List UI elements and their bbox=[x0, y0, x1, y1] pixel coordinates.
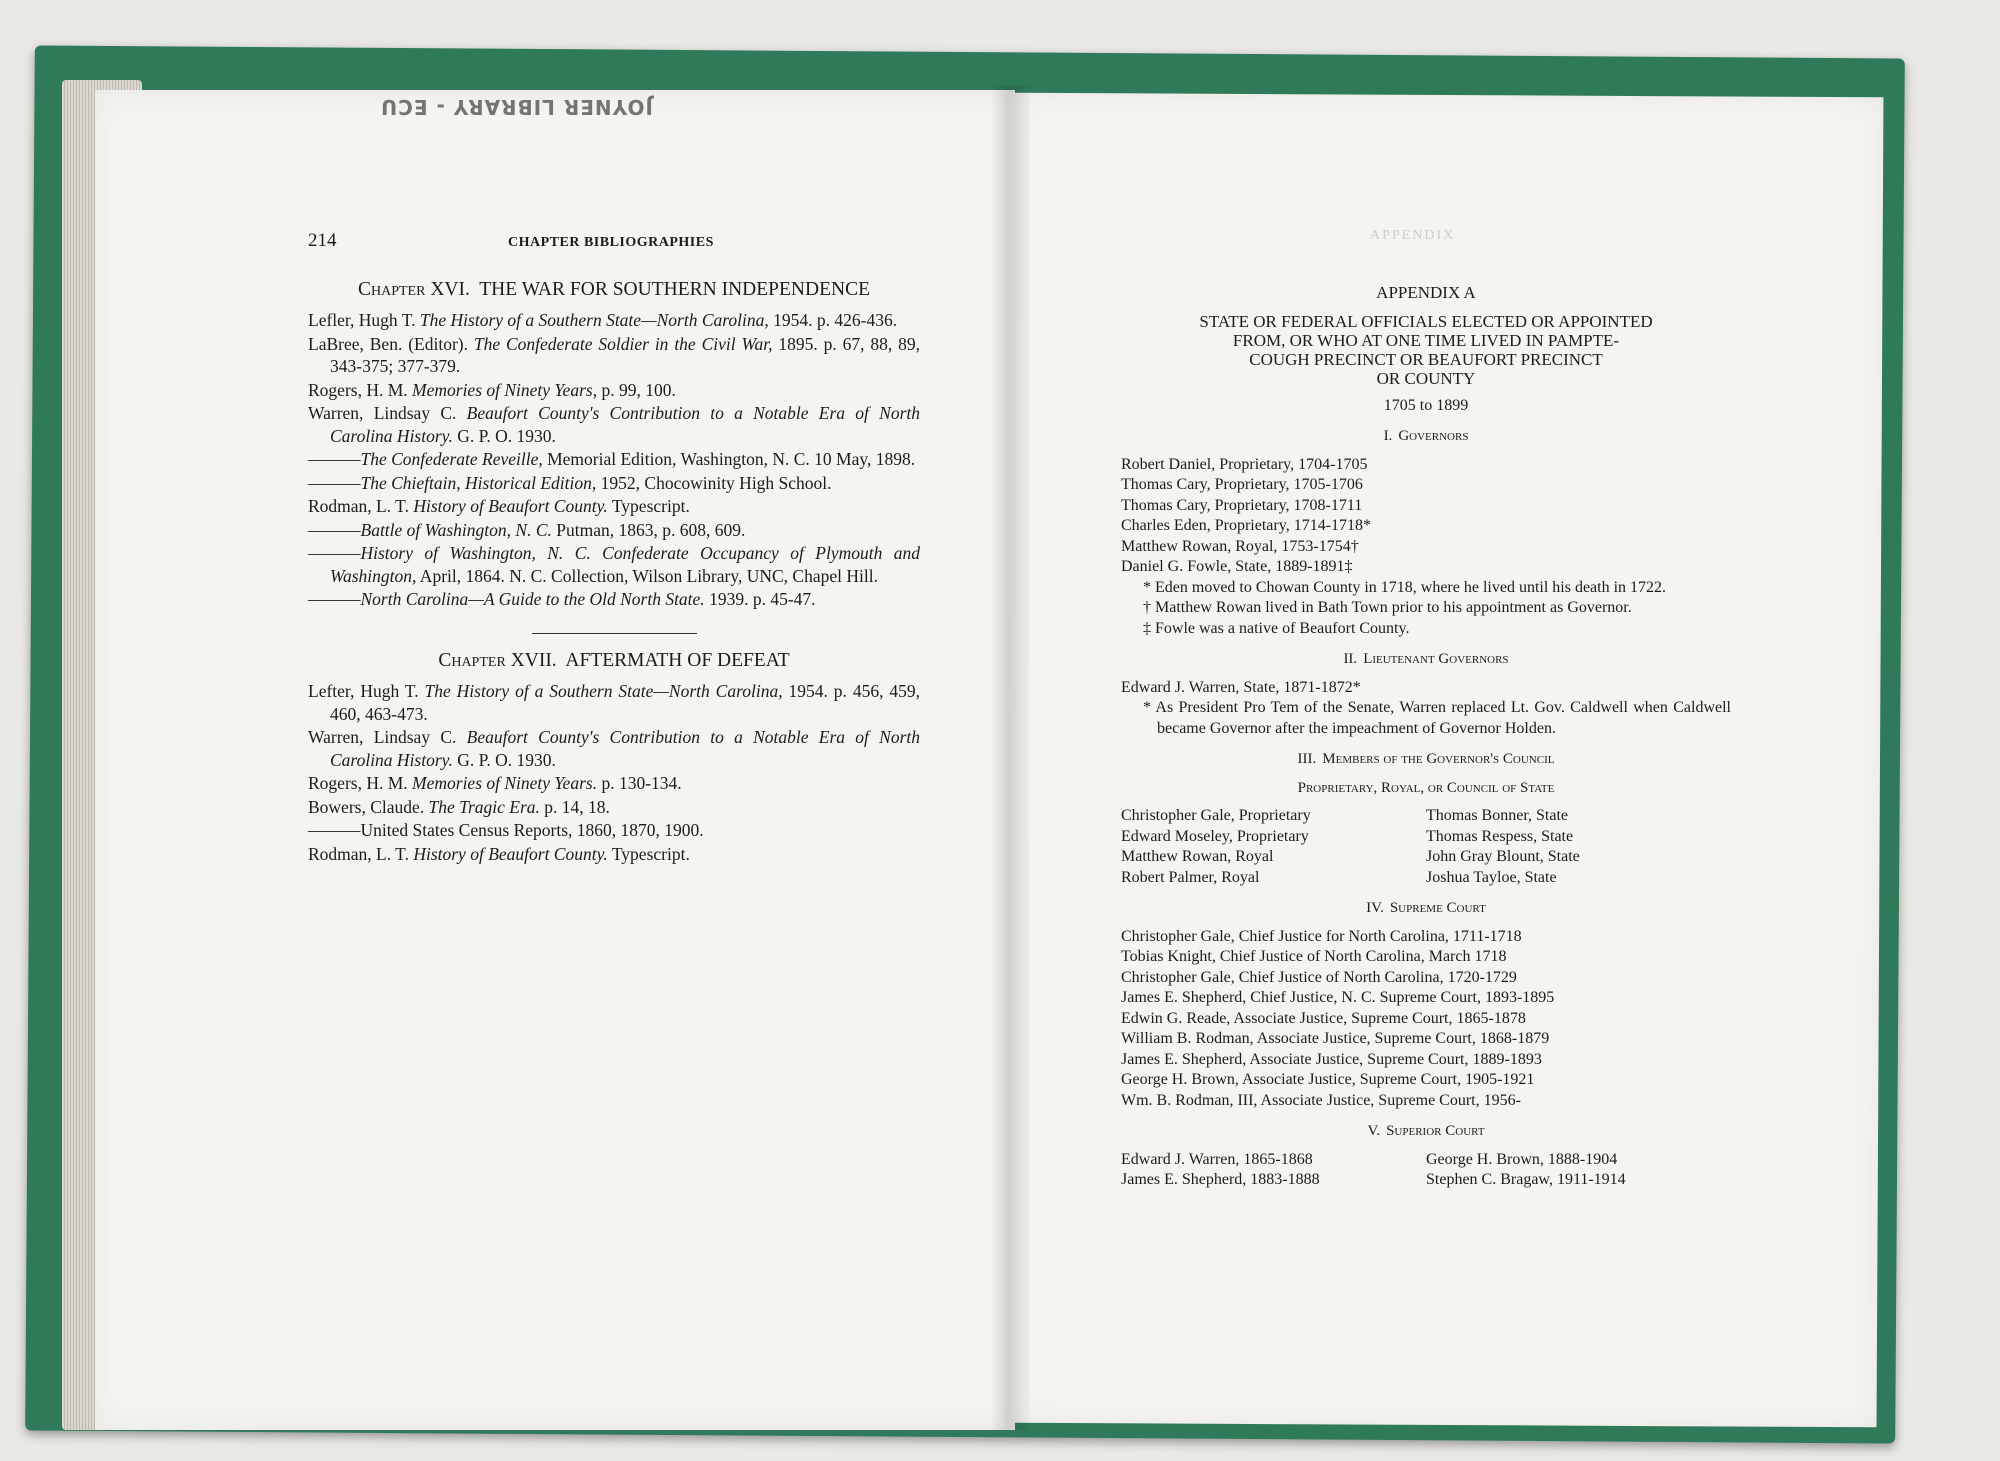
entry-title: The Tragic Era. bbox=[428, 796, 540, 817]
official-entry: Thomas Cary, Proprietary, 1705-1706 bbox=[1121, 476, 1363, 493]
entry-author: Warren, Lindsay C. bbox=[308, 403, 467, 423]
entry-author: ——— bbox=[308, 589, 361, 609]
footnote: † Matthew Rowan lived in Bath Town prior to his appointment as Governor. bbox=[1143, 599, 1632, 616]
lt-governors-list bbox=[1121, 678, 1731, 699]
entry-title: The History of a Southern State—North Carolina, bbox=[419, 310, 769, 330]
chapter-16-heading: Chapter XVI. THE WAR FOR SOUTHERN INDEPENDENCE bbox=[357, 278, 870, 300]
entry-details: G. P. O. 1930. bbox=[452, 425, 556, 446]
bibliography-entry bbox=[308, 588, 920, 611]
official-entry: Christopher Gale, Chief Justice of North Carolina, 1720-1729 bbox=[1121, 968, 1517, 986]
entry-title: Beaufort County's Contribution to a Notable Era of North Carolina History. bbox=[330, 403, 921, 446]
entry-details: Memorial Edition, Washington, N. C. 10 May, 1898. bbox=[542, 449, 916, 469]
official-entry: Robert Daniel, Proprietary, 1704-1705 bbox=[1121, 455, 1368, 473]
governors-notes bbox=[1121, 578, 1731, 640]
appendix-label: APPENDIX A bbox=[1376, 283, 1476, 302]
section-council-heading: III. Members of the Governor's Council bbox=[1297, 751, 1555, 767]
official-entry: John Gray Blount, State bbox=[1426, 848, 1580, 865]
appendix-years: 1705 to 1899 bbox=[1383, 396, 1469, 414]
chapter-17-entries bbox=[308, 680, 920, 865]
official-entry: Thomas Bonner, State bbox=[1426, 807, 1568, 824]
entry-author: Rodman, L. T. bbox=[308, 843, 414, 864]
official-entry: Edwin G. Reade, Associate Justice, Supreme Court, 1865-1878 bbox=[1121, 1009, 1526, 1027]
running-head bbox=[308, 230, 920, 255]
footnote: * Eden moved to Chowan County in 1718, where he lived until his death in 1722. bbox=[1143, 578, 1667, 596]
entry-author: Lefler, Hugh T. bbox=[308, 310, 420, 330]
section-governors-heading: I. Governors bbox=[1383, 428, 1469, 444]
official-entry: Thomas Cary, Proprietary, 1708-1711 bbox=[1121, 496, 1363, 514]
official-entry: Wm. B. Rodman, III, Associate Justice, Supreme Court, 1956- bbox=[1121, 1091, 1521, 1109]
entry-title: The Confederate Reveille, bbox=[360, 449, 543, 469]
official-entry: Edward J. Warren, State, 1871-1872* bbox=[1121, 678, 1361, 696]
bibliography-entry bbox=[308, 819, 920, 842]
official-entry: Daniel G. Fowle, State, 1889-1891‡ bbox=[1121, 558, 1353, 575]
entry-details: 1954. p. 456, 459, 460, 463-473. bbox=[330, 681, 921, 724]
entry-author: Warren, Lindsay C. bbox=[308, 727, 467, 747]
section-lt-governors-heading: II. Lieutenant Governors bbox=[1343, 651, 1509, 667]
official-entry: William B. Rodman, Associate Justice, Supreme Court, 1868-1879 bbox=[1121, 1030, 1550, 1047]
entry-title: The History of a Southern State—North Carolina, bbox=[424, 681, 783, 701]
chapter-16-entries bbox=[308, 309, 920, 611]
entry-title: Memories of Ninety Years. bbox=[412, 773, 598, 793]
bibliography-entry bbox=[308, 843, 920, 866]
bibliography-entry bbox=[308, 796, 920, 819]
entry-details: p. 14, 18. bbox=[539, 796, 610, 817]
entry-author: Bowers, Claude. bbox=[308, 796, 429, 817]
section-divider bbox=[532, 633, 697, 634]
right-page-text bbox=[1121, 283, 1731, 1191]
title-line: FROM, OR WHO AT ONE TIME LIVED IN PAMPTE- bbox=[1232, 330, 1620, 350]
entry-title: North Carolina—A Guide to the Old North State. bbox=[360, 589, 705, 609]
entry-title: History of Beaufort County. bbox=[413, 843, 608, 864]
official-entry: Thomas Respess, State bbox=[1426, 827, 1574, 845]
running-title: CHAPTER BIBLIOGRAPHIES bbox=[508, 235, 714, 250]
chapter-17-heading: Chapter XVII. AFTERMATH OF DEFEAT bbox=[438, 649, 790, 671]
official-entry: Edward Moseley, Proprietary bbox=[1121, 827, 1309, 845]
entry-title: History of Beaufort County. bbox=[413, 496, 608, 516]
entry-details: Putman, 1863, p. 608, 609. bbox=[551, 519, 746, 540]
official-entry: Matthew Rowan, Royal, 1753-1754† bbox=[1121, 537, 1359, 555]
bibliography-entry bbox=[308, 542, 920, 587]
supreme-court-list bbox=[1121, 927, 1731, 1112]
entry-details: p. 130-134. bbox=[597, 773, 682, 793]
official-entry: George H. Brown, 1888-1904 bbox=[1426, 1150, 1618, 1168]
entry-title: History of Washington, N. C. Confederate Occupancy of Plymouth and Washington, bbox=[330, 543, 920, 586]
entry-author: Rodman, L. T. bbox=[308, 496, 414, 516]
entry-author: ———United States Census Reports, 1860, 1870, 1900. bbox=[308, 820, 704, 840]
bibliography-entry bbox=[308, 309, 920, 332]
official-entry: Stephen C. Bragaw, 1911-1914 bbox=[1426, 1171, 1626, 1188]
entry-details: p. 99, 100. bbox=[597, 379, 676, 400]
entry-title: The Confederate Soldier in the Civil War, bbox=[473, 333, 773, 354]
council-subtitle: Proprietary, Royal, or Council of State bbox=[1297, 779, 1555, 796]
title-line: COUGH PRECINCT OR BEAUFORT PRECINCT bbox=[1249, 349, 1603, 369]
official-entry: Christopher Gale, Proprietary bbox=[1121, 807, 1311, 824]
superior-left-column bbox=[1121, 1150, 1426, 1191]
council-right-column bbox=[1426, 806, 1731, 888]
bibliography-entry bbox=[308, 519, 920, 542]
official-entry: Joshua Tayloe, State bbox=[1426, 868, 1557, 886]
bibliography-entry bbox=[308, 472, 920, 495]
footnote: ‡ Fowle was a native of Beaufort County. bbox=[1143, 619, 1410, 637]
entry-details: April, 1864. N. C. Collection, Wilson Library, UNC, Chapel Hill. bbox=[416, 565, 878, 586]
entry-details: 1954. p. 426-436. bbox=[768, 310, 898, 330]
left-page-text bbox=[308, 230, 920, 866]
official-entry: James E. Shepherd, Associate Justice, Supreme Court, 1889-1893 bbox=[1121, 1050, 1542, 1068]
bleed-through-header: APPENDIX bbox=[1370, 228, 1456, 243]
entry-author: Rogers, H. M. bbox=[308, 773, 413, 793]
footnote: * As President Pro Tem of the Senate, Warren replaced Lt. Gov. Caldwell when Caldwell became Governor after the impeachment of Governor Holden. bbox=[1143, 699, 1731, 737]
council-left-column bbox=[1121, 806, 1426, 888]
entry-author: ——— bbox=[308, 543, 361, 563]
official-entry: Christopher Gale, Chief Justice for North Carolina, 1711-1718 bbox=[1121, 927, 1522, 945]
council-list bbox=[1121, 806, 1731, 888]
entry-author: Rogers, H. M. bbox=[308, 379, 413, 400]
bibliography-entry bbox=[308, 402, 920, 447]
entry-author: ——— bbox=[308, 519, 361, 540]
library-stamp: JOYNER LIBRARY - ECU bbox=[380, 95, 653, 119]
entry-title: Beaufort County's Contribution to a Notable Era of North Carolina History. bbox=[330, 727, 921, 770]
entry-details: 1939. p. 45-47. bbox=[704, 589, 816, 609]
entry-details: Typescript. bbox=[607, 843, 690, 864]
bibliography-entry bbox=[308, 379, 920, 402]
official-entry: Robert Palmer, Royal bbox=[1121, 868, 1260, 886]
entry-details: 1895. p. 67, 88, 89, 343-375; 377-379. bbox=[330, 333, 921, 376]
lt-governors-notes bbox=[1121, 698, 1731, 739]
bibliography-entry bbox=[308, 726, 920, 771]
official-entry: James E. Shepherd, 1883-1888 bbox=[1121, 1171, 1320, 1188]
official-entry: Charles Eden, Proprietary, 1714-1718* bbox=[1121, 517, 1372, 534]
title-line: STATE OR FEDERAL OFFICIALS ELECTED OR APPOINTED bbox=[1199, 311, 1653, 331]
official-entry: Edward J. Warren, 1865-1868 bbox=[1121, 1150, 1313, 1168]
bibliography-entry bbox=[308, 333, 920, 378]
entry-title: Battle of Washington, N. C. bbox=[360, 519, 552, 540]
section-superior-court-heading: V. Superior Court bbox=[1367, 1123, 1485, 1139]
official-entry: George H. Brown, Associate Justice, Supreme Court, 1905-1921 bbox=[1121, 1071, 1535, 1088]
superior-court-list bbox=[1121, 1150, 1731, 1191]
superior-right-column bbox=[1426, 1150, 1731, 1191]
book-gutter bbox=[990, 85, 1030, 1430]
entry-title: The Chieftain, Historical Edition, bbox=[360, 472, 597, 493]
entry-author: Lefter, Hugh T. bbox=[308, 681, 425, 701]
title-line: OR COUNTY bbox=[1376, 368, 1476, 388]
page-number: 214 bbox=[308, 230, 337, 251]
entry-author: ——— bbox=[308, 449, 361, 469]
bibliography-entry bbox=[308, 448, 920, 471]
official-entry: James E. Shepherd, Chief Justice, N. C. Supreme Court, 1893-1895 bbox=[1121, 989, 1555, 1006]
appendix-title bbox=[1121, 312, 1731, 388]
entry-title: Memories of Ninety Years, bbox=[412, 379, 598, 400]
entry-details: 1952, Chocowinity High School. bbox=[596, 472, 832, 493]
entry-author: LaBree, Ben. (Editor). bbox=[308, 333, 474, 354]
entry-author: ——— bbox=[308, 472, 361, 493]
bibliography-entry bbox=[308, 772, 920, 795]
entry-details: G. P. O. 1930. bbox=[452, 749, 556, 770]
governors-list bbox=[1121, 455, 1731, 578]
official-entry: Matthew Rowan, Royal bbox=[1121, 848, 1274, 865]
official-entry: Tobias Knight, Chief Justice of North Carolina, March 1718 bbox=[1121, 948, 1507, 965]
section-supreme-court-heading: IV. Supreme Court bbox=[1366, 900, 1486, 916]
entry-details: Typescript. bbox=[607, 496, 690, 516]
bibliography-entry bbox=[308, 495, 920, 518]
bibliography-entry bbox=[308, 680, 920, 725]
